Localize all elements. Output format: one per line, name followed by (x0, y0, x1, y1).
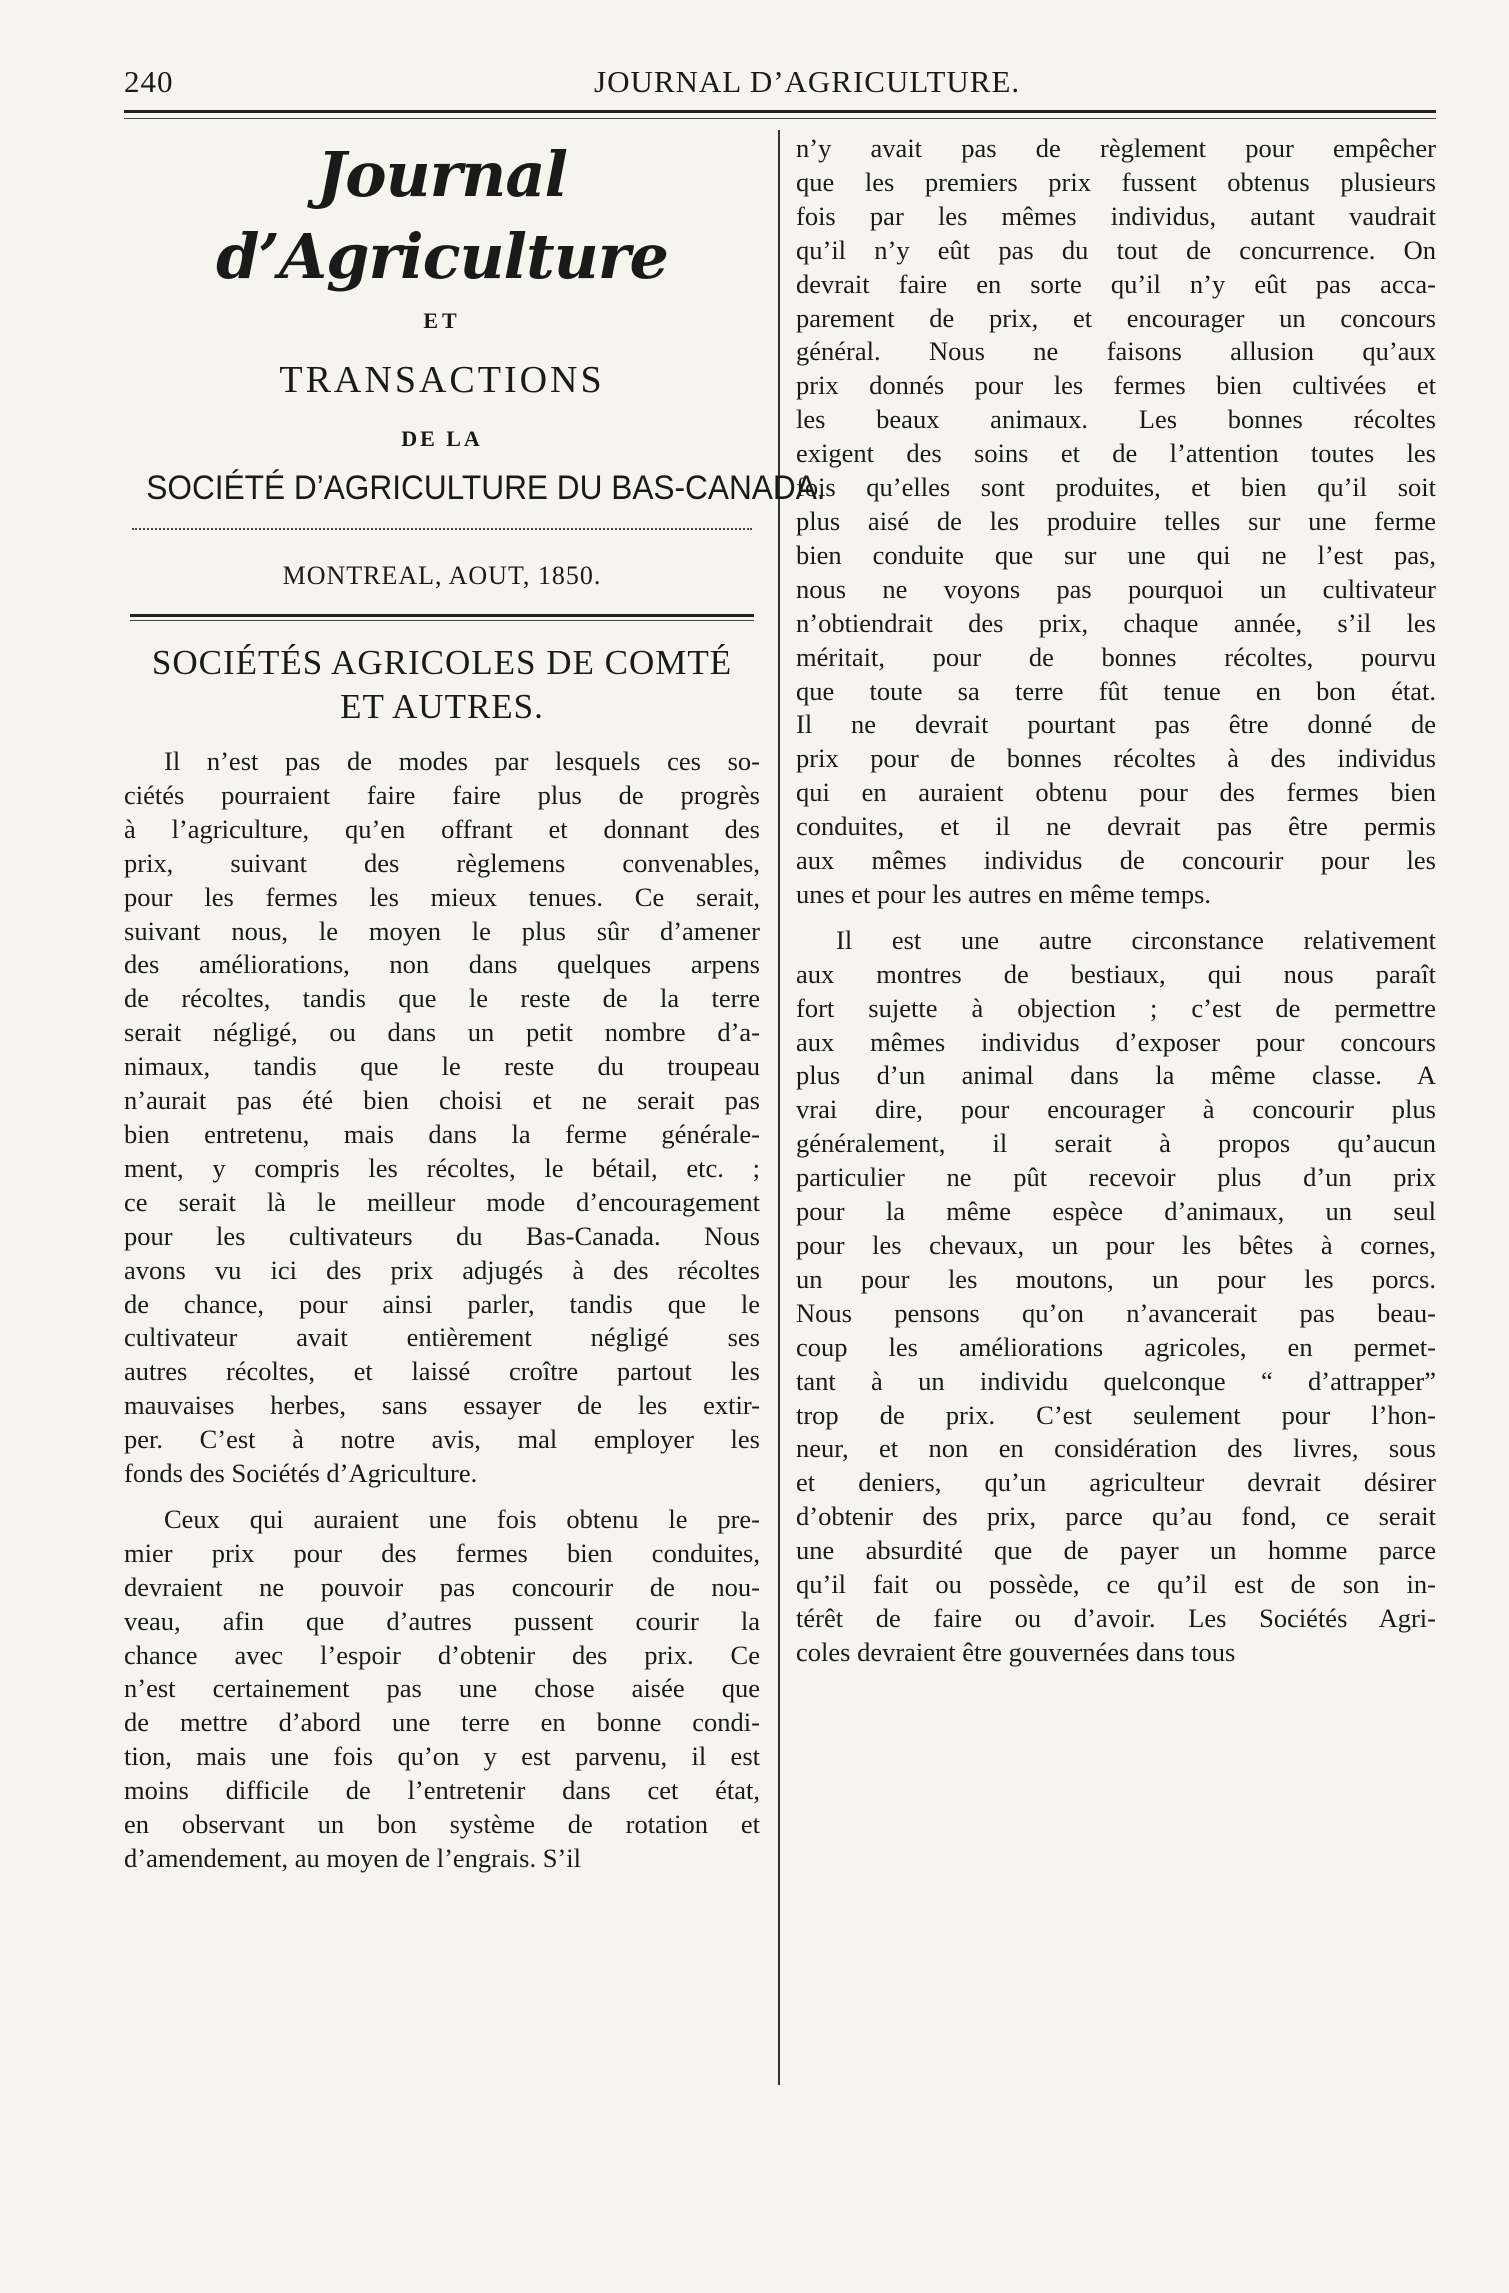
text-line: cultivateur avait entièrement négligé ses (124, 1322, 760, 1353)
text-line: plus aisé de les produire telles sur une ferme (796, 505, 1436, 536)
text-line: suivant nous, le moyen le plus sûr d’amener (124, 915, 760, 946)
header-rule (124, 110, 1436, 113)
text-line: prix, suivant des règlemens convenables, (124, 847, 760, 878)
text-line: aux mêmes individus d’exposer pour concours (796, 1026, 1436, 1057)
text-line: qui en auraient obtenu pour des fermes bien (796, 777, 1436, 808)
text-line: en observant un bon système de rotation et (124, 1809, 760, 1840)
article-title (124, 641, 760, 729)
text-line: d’obtenir des prix, parce qu’au fond, ce serait (796, 1501, 1436, 1532)
text-line: fort sujette à objection ; c’est de permettre (796, 992, 1436, 1023)
text-line: nimaux, tandis que le reste du troupeau (124, 1051, 760, 1082)
header-rule-thin (124, 118, 1436, 119)
text-line: bien entretenu, mais dans la ferme générale- (124, 1118, 760, 1149)
text-line: à l’agriculture, qu’en offrant et donnant des (124, 813, 760, 844)
text-line: n’aurait pas été bien choisi et ne serait pas (124, 1085, 760, 1116)
text-line: plus d’un animal dans la même classe. A (796, 1060, 1436, 1091)
masthead-transactions: TRANSACTIONS (279, 359, 605, 401)
masthead (124, 134, 826, 621)
text-line: coup les améliorations agricoles, en permet- (796, 1331, 1436, 1362)
text-line: qu’il n’y eût pas du tout de concurrence. On (796, 234, 1436, 265)
text-line: qu’il fait ou possède, ce qu’il est de son in- (796, 1569, 1436, 1600)
text-line: pour les cultivateurs du Bas-Canada. Nous (124, 1220, 760, 1251)
text-line: prix donnés pour les fermes bien cultivées et (796, 370, 1436, 401)
text-line: fois qu’elles sont produites, et bien qu’il soit (796, 472, 1436, 503)
text-line: exigent des soins et de l’attention toutes les (796, 438, 1436, 469)
text-line: méritait, pour de bonnes récoltes, pourvu (796, 641, 1436, 672)
text-line: des améliorations, non dans quelques arpens (124, 949, 760, 980)
text-line: avons vu ici des prix adjugés à des récoltes (124, 1254, 760, 1285)
text-line: n’y avait pas de règlement pour empêcher (796, 133, 1436, 163)
text-line: Il est une autre circonstance relativement (836, 924, 1436, 955)
right-column (796, 130, 1436, 1670)
text-line: trop de prix. C’est seulement pour l’hon- (796, 1399, 1436, 1430)
text-line: une absurdité que de payer un homme parce (796, 1535, 1436, 1566)
text-line: n’est certainement pas une chose aisée que (124, 1673, 760, 1704)
text-line: fois par les mêmes individus, autant vaudrait (796, 200, 1436, 231)
masthead-societe: SOCIÉTÉ D’AGRICULTURE DU BAS-CANADA. (146, 469, 826, 507)
article-title-line-2: ET AUTRES. (340, 687, 544, 726)
section-rule (130, 614, 754, 621)
text-line: d’amendement, au moyen de l’engrais. S’il (124, 1843, 581, 1873)
text-line: ciétés pourraient faire faire plus de progrès (124, 779, 760, 810)
text-line: mauvaises herbes, sans essayer de les extir- (124, 1390, 760, 1421)
text-line: particulier ne pût recevoir plus d’un prix (796, 1162, 1436, 1193)
text-line: moins difficile de l’entretenir dans cet état, (124, 1775, 760, 1806)
text-line: térêt de faire ou d’avoir. Les Sociétés Agri- (796, 1602, 1436, 1633)
text-line: un pour les moutons, un pour les porcs. (796, 1263, 1436, 1294)
text-line: de chance, pour ainsi parler, tandis que le (124, 1288, 760, 1319)
text-line: neur, et non en considération des livres, sous (796, 1433, 1436, 1464)
text-line: autres récoltes, et laissé croître partout les (124, 1356, 760, 1387)
masthead-et: ET (423, 308, 461, 333)
text-line: nous ne voyons pas pourquoi un cultivateur (796, 573, 1436, 604)
text-line: que les premiers prix fussent obtenus plusieurs (796, 166, 1436, 197)
text-line: généralement, il serait à propos qu’aucun (796, 1128, 1436, 1159)
right-column-text (796, 132, 1436, 1670)
text-line: ce serait là le meilleur mode d’encouragement (124, 1186, 760, 1217)
text-line: ment, y compris les récoltes, le bétail, etc. ; (124, 1152, 760, 1183)
text-line: et deniers, qu’un agriculteur devrait désirer (796, 1467, 1436, 1498)
text-line: parement de prix, et encourager un concours (796, 302, 1436, 333)
text-line: coles devraient être gouvernées dans tous (796, 1636, 1236, 1667)
dateline: MONTREAL, AOUT, 1850. (282, 561, 602, 590)
text-line: que toute sa terre fût tenue en bon état. (796, 675, 1436, 706)
text-line: aux montres de bestiaux, qui nous paraît (796, 958, 1436, 989)
text-line: de mettre d’abord une terre en bonne condi- (124, 1707, 760, 1738)
text-line: unes et pour les autres en même temps. (796, 878, 1212, 909)
text-line: pour la même espèce d’animaux, un seul (796, 1196, 1436, 1227)
text-line: général. Nous ne faisons allusion qu’aux (796, 336, 1436, 367)
left-column-text (124, 745, 760, 1876)
running-head (124, 64, 1434, 104)
text-line: de récoltes, tandis que le reste de la terre (124, 983, 760, 1014)
text-line: tant à un individu quelconque “ d’attrapper” (796, 1365, 1436, 1396)
running-title: JOURNAL D’AGRICULTURE. (594, 64, 1021, 99)
text-line: n’obtiendrait des prix, chaque année, s’il les (796, 607, 1436, 638)
text-line: conduites, et il ne devrait pas être permis (796, 811, 1436, 842)
text-line: pour les chevaux, un pour les bêtes à cornes, (796, 1230, 1436, 1260)
text-line: Il n’est pas de modes par lesquels ces so- (164, 746, 760, 776)
page-number: 240 (124, 64, 174, 99)
text-line: serait négligé, ou dans un petit nombre d’a- (124, 1017, 760, 1048)
text-line: chance avec l’espoir d’obtenir des prix. Ce (124, 1639, 760, 1670)
article-title-line-1: SOCIÉTÉS AGRICOLES DE COMTÉ (151, 643, 733, 682)
text-line: per. C’est à notre avis, mal employer les (124, 1424, 760, 1455)
masthead-de-la: DE LA (401, 426, 483, 451)
text-line: mier prix pour des fermes bien conduites, (124, 1537, 760, 1568)
text-line: les beaux animaux. Les bonnes récoltes (796, 404, 1436, 435)
text-line: devraient ne pouvoir pas concourir de nou- (124, 1571, 760, 1602)
text-line: fonds des Sociétés d’Agriculture. (124, 1458, 478, 1489)
text-line: Il ne devrait pourtant pas être donné de (796, 709, 1436, 740)
text-line: prix pour de bonnes récoltes à des individus (796, 743, 1436, 774)
text-line: veau, afin que d’autres pussent courir la (124, 1605, 760, 1636)
text-line: Ceux qui auraient une fois obtenu le pre- (164, 1503, 760, 1534)
text-line: bien conduite que sur une qui ne l’est pas, (796, 539, 1436, 570)
text-line: devrait faire en sorte qu’il n’y eût pas acca- (796, 268, 1436, 299)
text-line: aux mêmes individus de concourir pour les (796, 845, 1436, 876)
text-line: tion, mais une fois qu’on y est parvenu, il est (124, 1741, 760, 1772)
column-divider (778, 130, 780, 2085)
text-line: Nous pensons qu’on n’avancerait pas beau- (796, 1297, 1436, 1328)
text-line: pour les fermes les mieux tenues. Ce serait, (124, 881, 760, 912)
left-column (124, 130, 826, 1876)
text-line: vrai dire, pour encourager à concourir plus (796, 1094, 1436, 1125)
ornamental-rule (132, 528, 752, 538)
masthead-title: Journal d’Agriculture (216, 138, 668, 293)
